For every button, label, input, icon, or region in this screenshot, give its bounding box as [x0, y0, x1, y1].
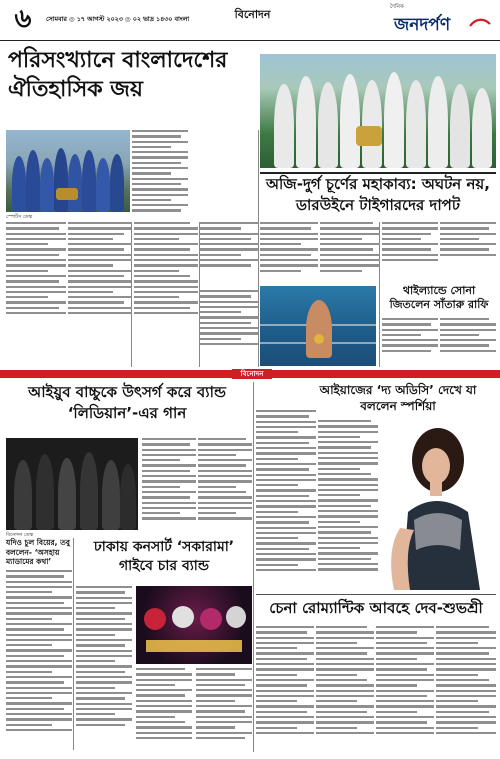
concert-body-column	[76, 586, 132, 748]
top-story-credit: স্পোর্টস ডেস্ক	[6, 214, 33, 220]
team-celebration-photo	[6, 130, 130, 212]
band-credit: বিনোদন ডেস্ক	[6, 532, 34, 538]
actress-photo	[380, 420, 498, 590]
swimmer-body-column	[440, 318, 496, 366]
newspaper-logo	[390, 4, 496, 36]
romance-headline: চেনা রোম্যান্টিক আবহে দেব-শুভশ্রী	[269, 599, 483, 617]
band-body-column	[198, 438, 252, 526]
sub-headline: অজি-দুর্গ চূর্ণের মহাকাব্য: অঘটন নয়, ডারউইনে টাইগারদের দাপট	[266, 175, 490, 214]
romance-body-column	[436, 626, 496, 750]
top-story-body-column	[134, 222, 198, 322]
actress-body-column	[256, 410, 316, 586]
concert-poster-photo	[136, 586, 252, 664]
concert-body-column	[196, 668, 252, 748]
romance-body-column	[256, 626, 314, 750]
dateline: সোমবার ◎ ১৭ আগস্ট ২০২৩ ◎ ০২ ভাদ্র ১৪৩০ বাংলা	[46, 16, 190, 23]
romance-body-column	[316, 626, 374, 750]
swimmer-body-column	[382, 318, 438, 366]
swimmer-photo	[260, 286, 376, 366]
top-story-body-column	[68, 222, 132, 322]
entertainment-section-label: বিনোদন	[232, 369, 272, 379]
band-photo	[6, 438, 138, 530]
actress-headline: আইয়াজের ‘দ্য অডিসি’ দেখে যা বললেন স্পর্শিয়া	[319, 383, 477, 413]
logo-wordmark: জনদর্পণ	[394, 15, 451, 35]
sidebar-body-column	[6, 570, 72, 748]
section-title: বিনোদন	[234, 8, 271, 21]
romance-body-column	[376, 626, 434, 750]
band-headline: আইয়ুব বাচ্চুকে উৎসর্গ করে ব্যান্ড ‘লিডিয়ান’-এর গান	[28, 383, 226, 422]
band-body-column	[142, 438, 196, 526]
page-number: ৬	[14, 4, 32, 34]
swimmer-headline: থাইল্যান্ডে সোনা জিতলেন সাঁতারু রাফি	[389, 284, 489, 311]
sub-story-body-column	[200, 290, 258, 366]
actress-body-column	[318, 420, 378, 586]
masthead	[0, 0, 500, 41]
concert-headline: ঢাকায় কনসার্ট ‘সকারামা’ গাইবে চার ব্যান্ড	[93, 539, 235, 574]
top-story-column	[132, 130, 188, 218]
team-trophy-photo	[260, 54, 496, 168]
concert-body-column	[136, 668, 192, 748]
logo-tagline: দৈনিক	[390, 4, 404, 10]
sidebar-headline: যদিও চুল বিয়ের, তবু বললেন- ‘অসহায় ম্যাডামের কথা’	[6, 538, 70, 566]
top-story-body-column	[6, 222, 66, 322]
main-headline: পরিসংখ্যানে বাংলাদেশের ঐতিহাসিক জয়	[8, 48, 228, 102]
sub-story-body-column	[440, 222, 496, 282]
story-divider	[256, 594, 496, 595]
logo-swirl-icon	[468, 16, 492, 30]
